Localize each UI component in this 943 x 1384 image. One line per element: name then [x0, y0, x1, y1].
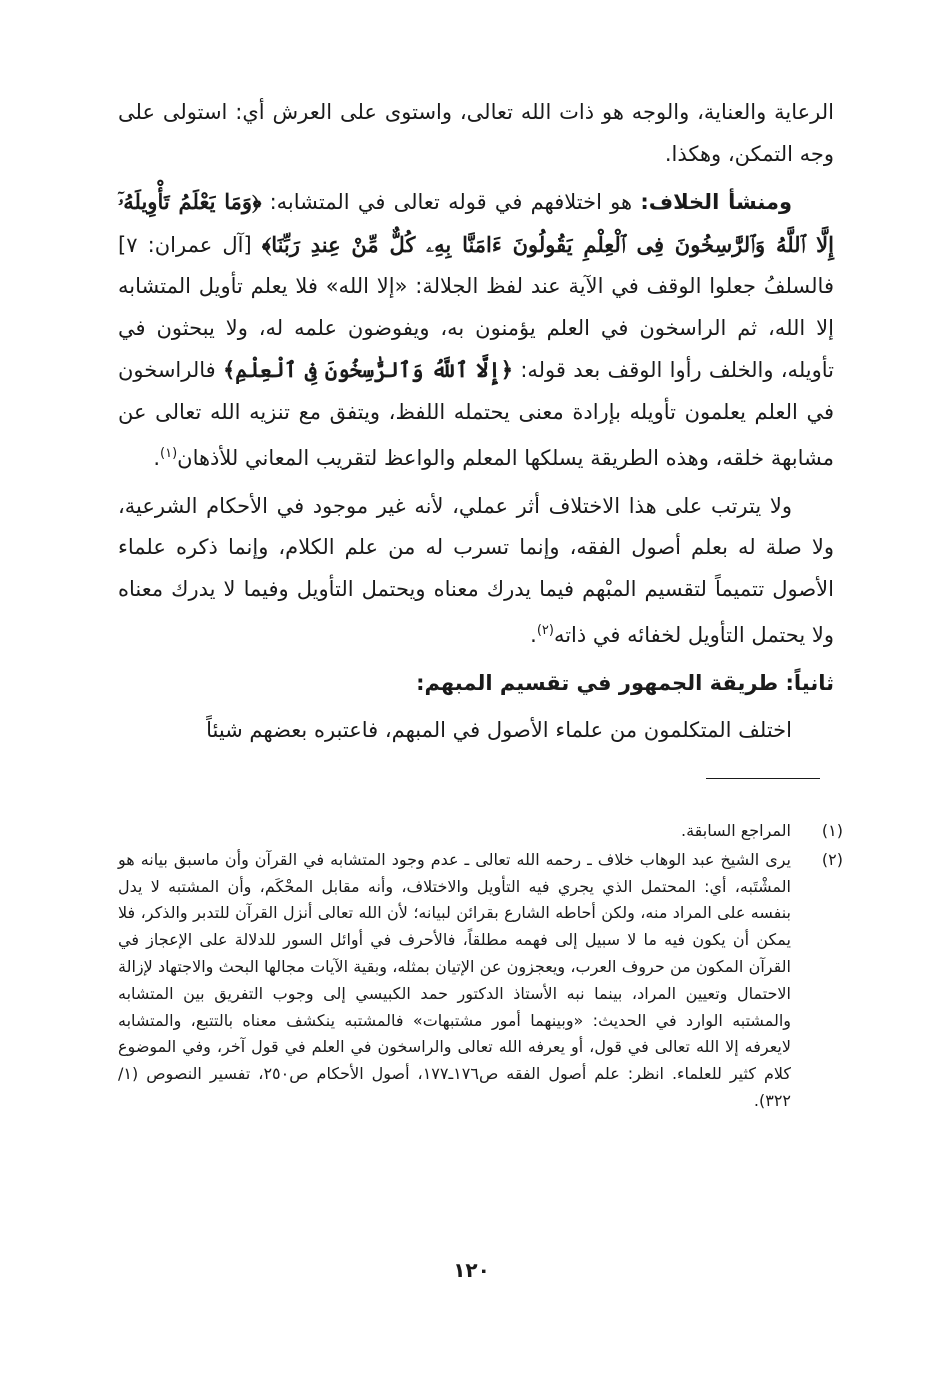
footnotes	[118, 818, 843, 1117]
footnote-ref-2: (٢)	[536, 623, 554, 638]
paragraph-1: الرعاية والعناية، والوجه هو ذات الله تعالى، واستوى على العرش أي: استولى على وجه التمكن، وهكذا.	[118, 100, 834, 166]
footnote-separator	[706, 778, 820, 779]
footnote-text: يرى الشيخ عبد الوهاب خلاف ـ رحمه الله تعالى ـ عدم وجود المتشابه في القرآن وأن ماسبق بيانه هو المشْتَبه، أي: المحتمل الذي يجري فيه التأويل والاختلاف، وأنه مقابل المحْكَم، وأن المشتبه لا يدل بنفسه على المراد منه، ولكن أحاطه الشارع بقرائن لبيانه؛ لأن الله تعالى أنزل القرآن للتدبر والذكر، فلا يمكن أن يكون فيه ما لا سبيل إلى فهمه مطلقاً، فالأحرف في أوائل السور للدلالة على الإعجاز في القرآن المكون من حروف العرب، ويعجزون عن الإتيان بمثله، وبقية الآيات مجالها البحث والاجتهاد لإزالة الاحتمال وتعيين المراد، بينما نبه الأستاذ الدكتور حمد الكبيسي إلى وجوب التفريق بين المتشابه والمشتبه الوارد في الحديث: «وبينهما أمور مشتبهات» فالمشتبه ينكشف معناه بالتتبع، والمتشابه لايعرفه إلا الله تعالى في قول، أو يعرفه الله تعالى والراسخون في العلم في قول آخر، وفي الموضوع كلام كثير للعلماء. انظر: علم أصول الفقه ص١٧٦ـ١٧٧، أصول الأحكام ص٢٥٠، تفسير النصوص (١/ ٣٢٢).	[118, 849, 792, 1110]
paragraph-2	[118, 181, 834, 480]
footnote-number: (١)	[821, 821, 843, 840]
main-text	[118, 92, 834, 752]
paragraph-2-mid: [آل عمران: ٧] فالسلفُ جعلوا الوقف في الآية عند لفظ الجلالة: «إلا الله» فلا يعلم تأويل المتشابه إلا الله، ثم الراسخون في العلم يؤمنون به، ويفوضون علمه له، ولا يبحثون في تأويله، والخلف رأوا الوقف بعد قوله:	[118, 232, 834, 382]
paragraph-2-end: فالراسخون في العلم يعلمون تأويله بإرادة معنى يحتمله اللفظ، ويتفق مع تنزيه الله تعالى عن مشابهة خلقه، وهذه الطريقة يسلكها المعلم والواعظ لتقريب المعاني للأذهان	[118, 358, 834, 470]
page-number: ١٢٠	[453, 1258, 490, 1282]
footnote-number: (٢)	[821, 849, 843, 869]
footnote-ref-1: (١)	[160, 446, 178, 461]
footnote-text: المراجع السابقة.	[680, 821, 791, 840]
quran-verse: ﴿وَمَا يَعْلَمُ تَأْوِيلَهُۥٓ إِلَّا ٱللَّهُ وَٱلرَّٰسِخُونَ فِى ٱلْعِلْمِ يَقُولُونَ ءَامَنَّا بِهِۦ كُلٌّ مِّنْ عِندِ رَبِّنَا﴾	[118, 189, 834, 257]
quran-verse-short: ﴿إِلَّا ٱللَّهُ وَٱلرَّٰسِخُونَ فِى ٱلْعِلْمِ﴾	[222, 357, 514, 382]
paragraph-2-tail: .	[153, 446, 160, 470]
paragraph-3	[118, 486, 834, 657]
paragraph-2-lead: ومنشأ الخلاف:	[640, 190, 792, 214]
paragraph-3-tail: .	[530, 623, 537, 647]
paragraph-2-intro: هو اختلافهم في قوله تعالى في المتشابه:	[261, 190, 641, 214]
paragraph-3-text: ولا يترتب على هذا الاختلاف أثر عملي، لأنه غير موجود في الأحكام الشرعية، ولا صلة له بعلم أصول الفقه، وإنما تسرب له من علم الكلام، وإنما ذكره علماء الأصول تتميماً لتقسيم المبْهم فيما يدرك معناه ويحتمل التأويل وفيما لا يدرك معناه ولا يحتمل التأويل لخفائه في ذاته	[118, 493, 834, 647]
paragraph-4: اختلف المتكلمون من علماء الأصول في المبهم، فاعتبره بعضهم شيئاً	[206, 718, 792, 742]
footnote-item	[118, 818, 843, 845]
footnote-item	[118, 847, 843, 1115]
section-heading: ثانياً: طريقة الجمهور في تقسيم المبهم:	[416, 670, 834, 695]
